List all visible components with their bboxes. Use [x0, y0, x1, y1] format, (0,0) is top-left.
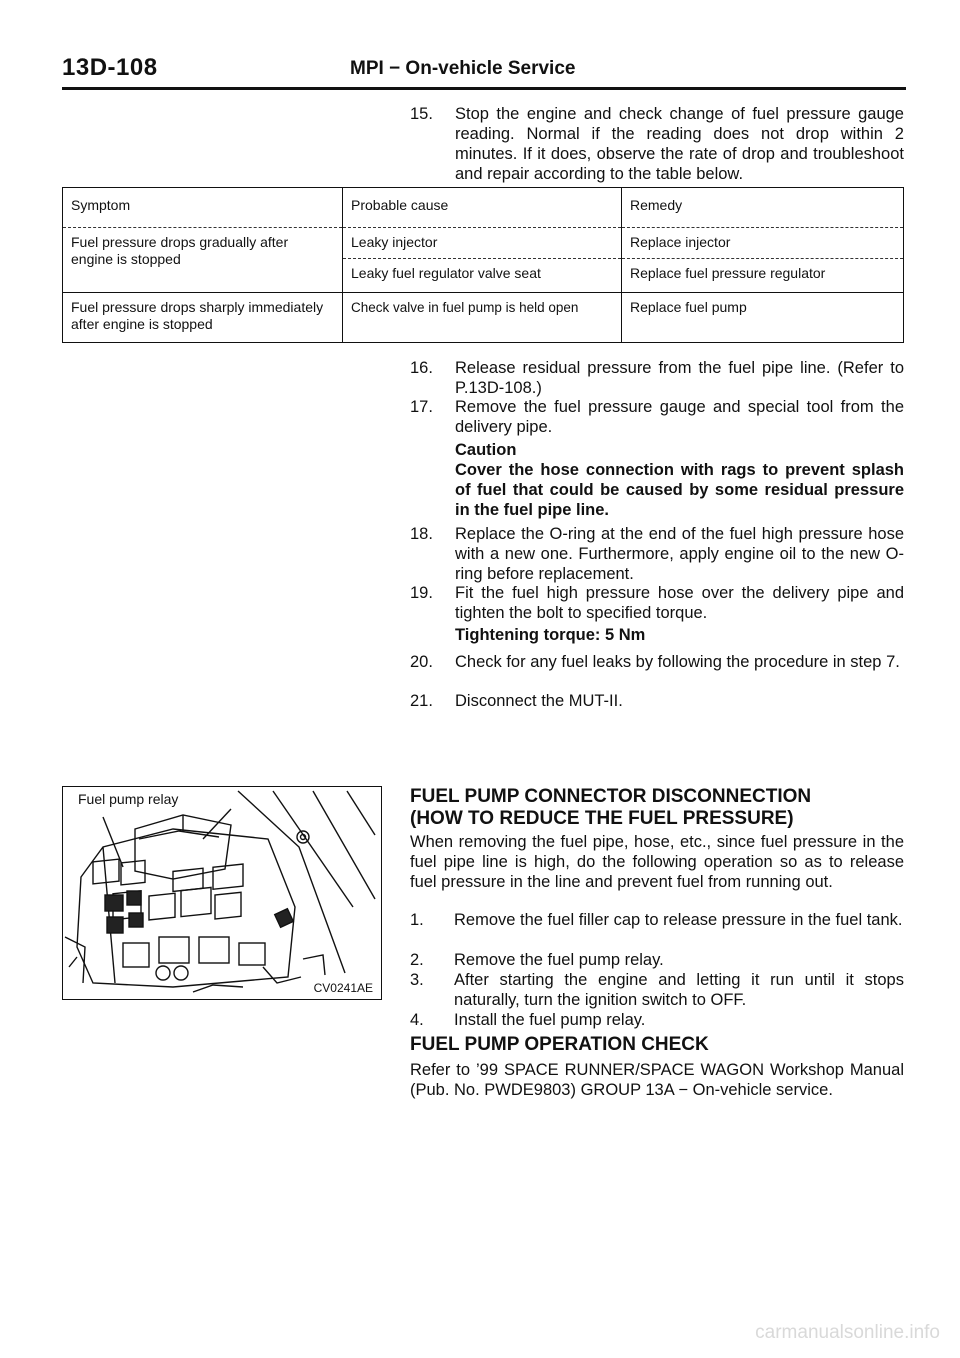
- table-header-row: [63, 188, 904, 228]
- section-heading-disconnection: FUEL PUMP CONNECTOR DISCONNECTION: [410, 786, 812, 807]
- step-18: 18. Replace the O-ring at the end of the fuel high pressure hose with a new one. Furthermore, apply engine oil to the new O-ring before replacement.: [410, 525, 904, 583]
- figure-code: CV0241AE: [313, 981, 373, 995]
- remedy-item: Replace injector: [622, 228, 903, 259]
- page-number: 13D-108: [62, 54, 158, 81]
- tightening-torque: Tightening torque: 5 Nm: [455, 626, 646, 644]
- figure-label: Fuel pump relay: [75, 791, 181, 807]
- page-header: [62, 54, 906, 88]
- cause-item: Leaky injector: [343, 228, 621, 259]
- remedy-cell: Replace fuel pump: [630, 299, 747, 316]
- troubleshooting-table: [62, 187, 904, 343]
- cause-item: Leaky fuel regulator valve seat: [351, 265, 541, 281]
- watermark: carmanualsonline.info: [755, 1322, 940, 1343]
- header-rule: [62, 87, 906, 90]
- step-20: 20. Check for any fuel leaks by following the procedure in step 7.: [410, 653, 900, 671]
- sub-step-1: 1. Remove the fuel filler cap to release pressure in the fuel tank.: [410, 911, 903, 929]
- caution-text: Cover the hose connection with rags to prevent splash of fuel that could be caused by some residual pressure in the fuel pipe line.: [455, 461, 904, 519]
- sub-step-4: 4. Install the fuel pump relay.: [410, 1011, 646, 1029]
- table-row: [63, 228, 904, 293]
- remedy-cell: [622, 228, 904, 293]
- header-probable-cause: Probable cause: [343, 188, 622, 228]
- step-15: 15. Stop the engine and check change of fuel pressure gauge reading. Normal if the reading does not drop within 2 minutes. If it does, observe the rate of drop and troubleshoot and repair according to the table below.: [410, 105, 904, 183]
- sub-step-2: 2. Remove the fuel pump relay.: [410, 951, 664, 969]
- table-row: [63, 293, 904, 343]
- sub-step-3: 3. After starting the engine and letting it run until it stops naturally, turn the ignition switch to OFF.: [410, 971, 904, 1009]
- header-symptom: Symptom: [63, 188, 343, 228]
- section-reference: Refer to ’99 SPACE RUNNER/SPACE WAGON Workshop Manual (Pub. No. PWDE9803) GROUP 13A − On-vehicle service.: [410, 1061, 904, 1099]
- section-heading-operation-check: FUEL PUMP OPERATION CHECK: [410, 1034, 709, 1055]
- cause-cell: Check valve in fuel pump is held open: [343, 293, 622, 343]
- section-intro: When removing the fuel pipe, hose, etc., since fuel pressure in the fuel pipe line is high, do the following operation so as to release fuel pressure in the line and prevent fuel from running out.: [410, 833, 904, 891]
- symptom-cell: Fuel pressure drops gradually after engine is stopped: [63, 228, 343, 293]
- fuel-pump-relay-figure: [62, 786, 382, 1000]
- step-16: 16. Release residual pressure from the fuel pipe line. (Refer to P.13D-108.): [410, 359, 904, 397]
- remedy-item: Replace fuel pressure regulator: [630, 265, 826, 281]
- step-17: 17. Remove the fuel pressure gauge and special tool from the delivery pipe.: [410, 398, 904, 436]
- section-subheading: (HOW TO REDUCE THE FUEL PRESSURE): [410, 808, 794, 829]
- step-21: 21. Disconnect the MUT-II.: [410, 692, 623, 710]
- section-title: MPI − On-vehicle Service: [350, 58, 576, 79]
- caution-label: Caution: [455, 441, 517, 459]
- symptom-cell: Fuel pressure drops sharply immediately after engine is stopped: [63, 293, 343, 343]
- relay-box-drawing: [63, 787, 381, 999]
- header-remedy: Remedy: [622, 188, 904, 228]
- step-19: 19. Fit the fuel high pressure hose over the delivery pipe and tighten the bolt to specified torque.: [410, 584, 904, 622]
- cause-cell: [343, 228, 622, 293]
